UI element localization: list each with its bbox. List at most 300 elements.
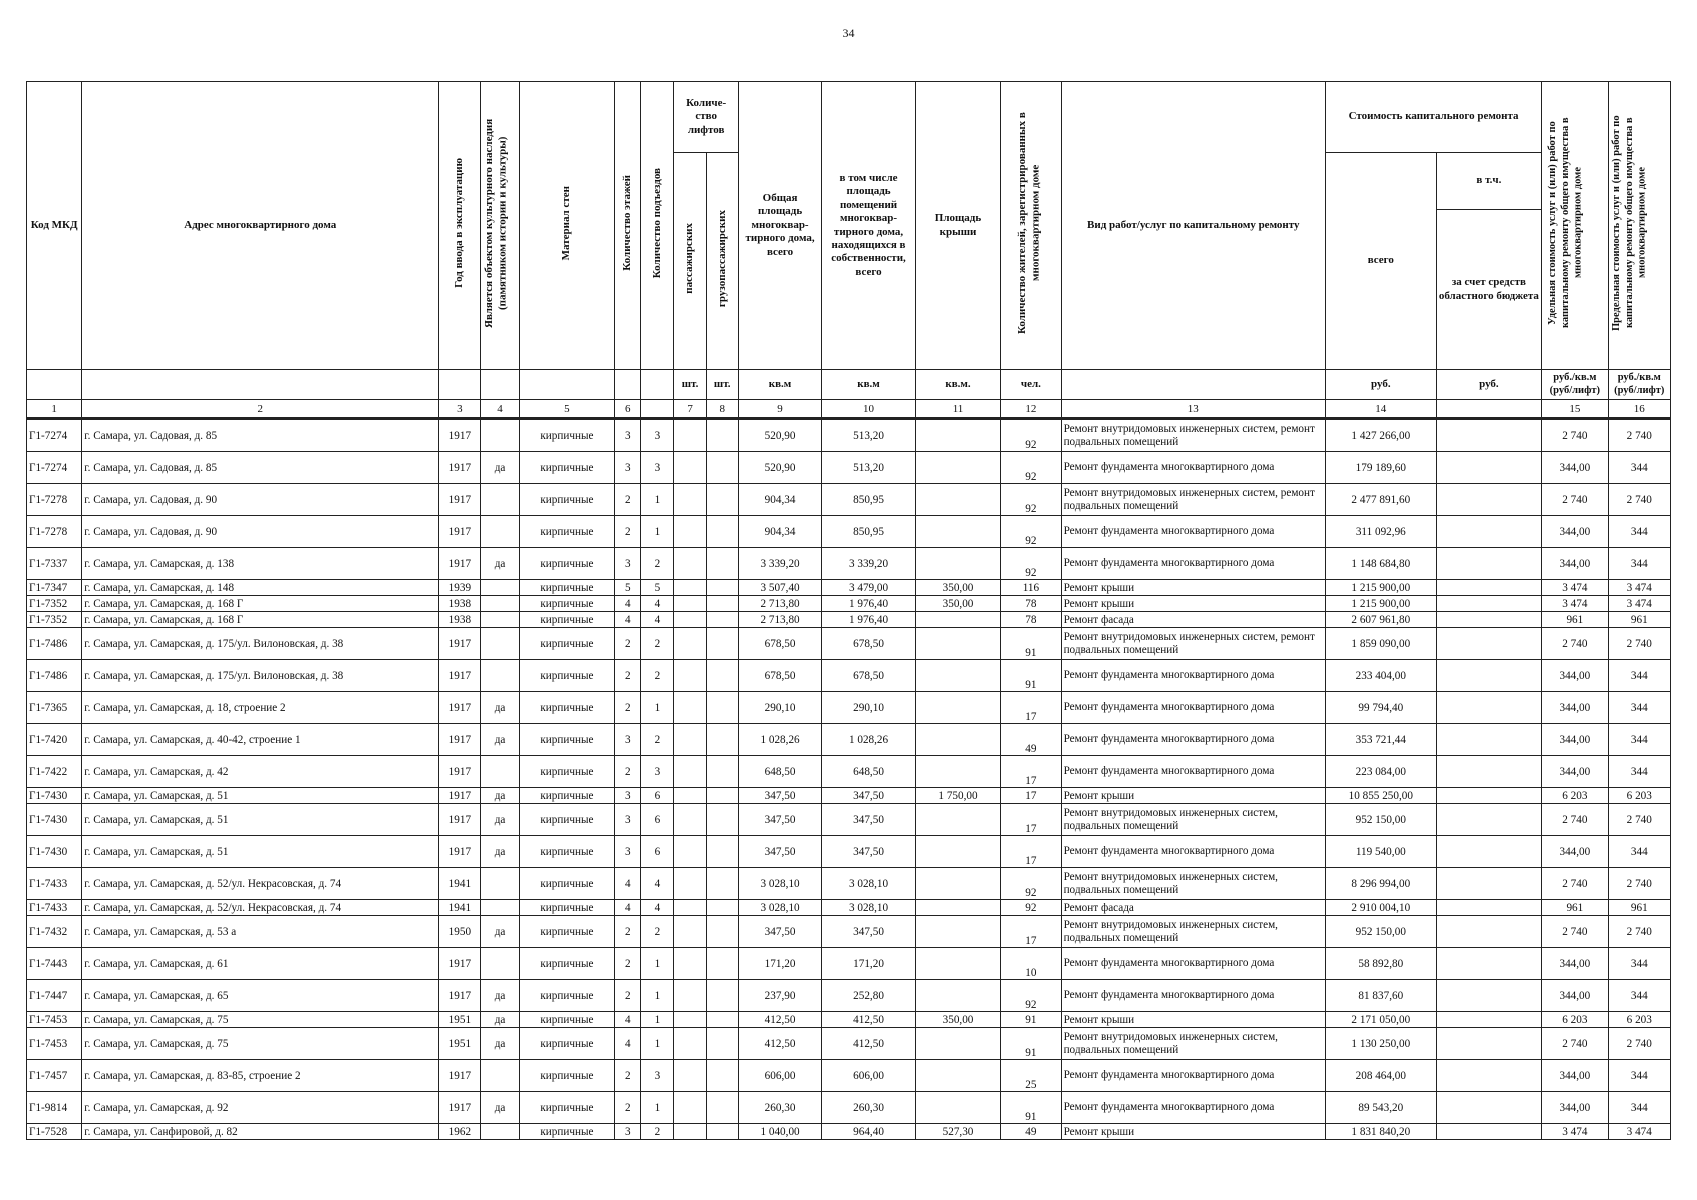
cell-address: г. Самара, ул. Санфировой, д. 82 [82,1124,439,1140]
cell-entrances: 1 [641,1092,674,1124]
cell-owned-area: 1 976,40 [822,596,916,612]
cell-total-area: 237,90 [738,980,821,1012]
cell-floors: 2 [615,1092,641,1124]
cell-roof-area [915,980,1000,1012]
column-number: 11 [915,400,1000,419]
cell-residents: 91 [1001,628,1061,660]
cell-address: г. Самара, ул. Самарская, д. 40-42, строение 1 [82,724,439,756]
cell-owned-area: 290,10 [822,692,916,724]
cell-heritage: да [481,836,519,868]
cell-owned-area: 3 028,10 [822,900,916,916]
cell-unit-cost: 2 740 [1542,419,1608,452]
cell-year: 1938 [439,612,481,628]
cell-heritage [481,484,519,516]
cell-max-cost: 2 740 [1608,1028,1670,1060]
table-row [27,484,1671,516]
cell-unit-cost: 344,00 [1542,980,1608,1012]
cell-total-area: 260,30 [738,1092,821,1124]
cell-unit-cost: 344,00 [1542,948,1608,980]
cell-walls: кирпичные [519,660,615,692]
cell-unit-cost: 344,00 [1542,724,1608,756]
cell-max-cost: 344 [1608,836,1670,868]
cell-work: Ремонт фундамента многоквартирного дома [1061,1060,1325,1092]
cell-heritage [481,948,519,980]
cell-roof-area [915,916,1000,948]
cell-cost: 2 910 004,10 [1326,900,1437,916]
cell-max-cost: 2 740 [1608,628,1670,660]
cell-cost: 1 130 250,00 [1326,1028,1437,1060]
cell-code: Г1-7337 [27,548,82,580]
cell-unit-cost: 2 740 [1542,1028,1608,1060]
cell-roof-area [915,724,1000,756]
cell-entrances: 3 [641,1060,674,1092]
cell-walls: кирпичные [519,948,615,980]
cell-address: г. Самара, ул. Самарская, д. 52/ул. Некрасовская, д. 74 [82,900,439,916]
header-floors: Количество этажей [621,175,634,272]
cell-residents: 91 [1001,1028,1061,1060]
cell-lifts-freight [706,596,738,612]
cell-code: Г1-7430 [27,804,82,836]
unit-rub: руб. [1436,370,1542,400]
cell-regional [1436,900,1542,916]
cell-lifts-freight [706,484,738,516]
cell-total-area: 412,50 [738,1012,821,1028]
cell-entrances: 4 [641,868,674,900]
cell-work: Ремонт крыши [1061,596,1325,612]
cell-address: г. Самара, ул. Самарская, д. 168 Г [82,596,439,612]
cell-regional [1436,868,1542,900]
cell-total-area: 520,90 [738,419,821,452]
cell-entrances: 6 [641,804,674,836]
cell-residents: 91 [1001,660,1061,692]
cell-unit-cost: 3 474 [1542,580,1608,596]
cell-regional [1436,516,1542,548]
cell-owned-area: 347,50 [822,916,916,948]
header-lifts-passenger: пассажирских [683,223,696,295]
cell-walls: кирпичные [519,548,615,580]
cell-lifts-passenger [674,548,706,580]
cell-work: Ремонт фундамента многоквартирного дома [1061,724,1325,756]
cell-residents: 17 [1001,692,1061,724]
cell-lifts-freight [706,804,738,836]
cell-year: 1917 [439,628,481,660]
cell-max-cost: 961 [1608,612,1670,628]
cell-code: Г1-7278 [27,484,82,516]
cell-roof-area [915,692,1000,724]
cell-lifts-freight [706,1012,738,1028]
cell-cost: 1 215 900,00 [1326,580,1437,596]
cell-work: Ремонт внутридомовых инженерных систем, ремонт подвальных помещений [1061,628,1325,660]
cell-cost: 208 464,00 [1326,1060,1437,1092]
cell-unit-cost: 2 740 [1542,484,1608,516]
column-number: 13 [1061,400,1325,419]
cell-work: Ремонт фундамента многоквартирного дома [1061,1092,1325,1124]
cell-unit-cost: 344,00 [1542,660,1608,692]
cell-address: г. Самара, ул. Садовая, д. 90 [82,516,439,548]
cell-owned-area: 850,95 [822,484,916,516]
cell-lifts-passenger [674,612,706,628]
cell-walls: кирпичные [519,1092,615,1124]
cell-lifts-passenger [674,916,706,948]
cell-lifts-freight [706,980,738,1012]
cell-unit-cost: 961 [1542,612,1608,628]
cell-walls: кирпичные [519,1012,615,1028]
cell-floors: 2 [615,980,641,1012]
cell-floors: 5 [615,580,641,596]
cell-residents: 49 [1001,1124,1061,1140]
cell-max-cost: 344 [1608,1060,1670,1092]
cell-floors: 3 [615,419,641,452]
cell-work: Ремонт фундамента многоквартирного дома [1061,660,1325,692]
cell-total-area: 520,90 [738,452,821,484]
table-header [27,82,1671,419]
cell-lifts-passenger [674,452,706,484]
cell-address: г. Самара, ул. Самарская, д. 175/ул. Вилоновская, д. 38 [82,660,439,692]
cell-floors: 2 [615,948,641,980]
cell-work: Ремонт фундамента многоквартирного дома [1061,948,1325,980]
cell-walls: кирпичные [519,1124,615,1140]
cell-walls: кирпичные [519,836,615,868]
cell-walls: кирпичные [519,756,615,788]
cell-cost: 119 540,00 [1326,836,1437,868]
cell-entrances: 6 [641,788,674,804]
cell-owned-area: 964,40 [822,1124,916,1140]
cell-max-cost: 6 203 [1608,788,1670,804]
cell-cost: 311 092,96 [1326,516,1437,548]
cell-walls: кирпичные [519,788,615,804]
cell-year: 1917 [439,948,481,980]
cell-unit-cost: 344,00 [1542,516,1608,548]
cell-residents: 91 [1001,1092,1061,1124]
cell-roof-area: 350,00 [915,1012,1000,1028]
cell-code: Г1-7430 [27,788,82,804]
table-row [27,596,1671,612]
cell-total-area: 347,50 [738,916,821,948]
cell-unit-cost: 3 474 [1542,1124,1608,1140]
cell-work: Ремонт фасада [1061,900,1325,916]
cell-entrances: 2 [641,548,674,580]
cell-cost: 179 189,60 [1326,452,1437,484]
table-row [27,660,1671,692]
cell-lifts-freight [706,628,738,660]
cell-code: Г1-7528 [27,1124,82,1140]
cell-year: 1941 [439,900,481,916]
cell-residents: 92 [1001,419,1061,452]
cell-max-cost: 2 740 [1608,804,1670,836]
cell-work: Ремонт внутридомовых инженерных систем, подвальных помещений [1061,804,1325,836]
cell-heritage: да [481,916,519,948]
column-numbers-row [27,400,1671,419]
cell-code: Г1-7352 [27,612,82,628]
cell-total-area: 171,20 [738,948,821,980]
header-cost-total: всего [1326,153,1437,370]
table-body [27,419,1671,1140]
cell-lifts-passenger [674,900,706,916]
cell-regional [1436,612,1542,628]
cell-roof-area [915,612,1000,628]
cell-owned-area: 252,80 [822,980,916,1012]
cell-regional [1436,756,1542,788]
cell-address: г. Самара, ул. Самарская, д. 51 [82,804,439,836]
cell-walls: кирпичные [519,419,615,452]
cell-year: 1917 [439,1060,481,1092]
cell-owned-area: 850,95 [822,516,916,548]
column-number: 12 [1001,400,1061,419]
cell-year: 1917 [439,804,481,836]
cell-year: 1917 [439,692,481,724]
cell-year: 1917 [439,452,481,484]
cell-work: Ремонт фундамента многоквартирного дома [1061,516,1325,548]
cell-walls: кирпичные [519,452,615,484]
cell-cost: 2 171 050,00 [1326,1012,1437,1028]
cell-unit-cost: 2 740 [1542,804,1608,836]
header-walls: Материал стен [560,186,573,261]
cell-floors: 4 [615,900,641,916]
table-row [27,692,1671,724]
cell-heritage [481,516,519,548]
cell-heritage [481,868,519,900]
cell-year: 1917 [439,484,481,516]
cell-unit-cost: 344,00 [1542,1060,1608,1092]
cell-total-area: 3 507,40 [738,580,821,596]
cell-lifts-passenger [674,788,706,804]
cell-lifts-passenger [674,1012,706,1028]
cell-owned-area: 260,30 [822,1092,916,1124]
cell-lifts-freight [706,948,738,980]
column-number: 15 [1542,400,1608,419]
cell-cost: 10 855 250,00 [1326,788,1437,804]
cell-lifts-freight [706,692,738,724]
cell-residents: 92 [1001,548,1061,580]
cell-regional [1436,836,1542,868]
cell-lifts-passenger [674,580,706,596]
cell-lifts-passenger [674,484,706,516]
cell-roof-area: 350,00 [915,580,1000,596]
cell-residents: 17 [1001,756,1061,788]
cell-max-cost: 344 [1608,980,1670,1012]
cell-lifts-passenger [674,836,706,868]
cell-roof-area: 1 750,00 [915,788,1000,804]
cell-entrances: 4 [641,612,674,628]
table-row [27,452,1671,484]
cell-total-area: 347,50 [738,788,821,804]
cell-residents: 116 [1001,580,1061,596]
cell-heritage: да [481,1092,519,1124]
cell-lifts-passenger [674,628,706,660]
cell-cost: 2 477 891,60 [1326,484,1437,516]
table-row [27,1124,1671,1140]
cell-heritage [481,1124,519,1140]
cell-total-area: 290,10 [738,692,821,724]
cell-regional [1436,596,1542,612]
cell-code: Г1-7433 [27,900,82,916]
cell-year: 1917 [439,836,481,868]
cell-code: Г1-7457 [27,1060,82,1092]
cell-address: г. Самара, ул. Самарская, д. 52/ул. Некрасовская, д. 74 [82,868,439,900]
cell-roof-area [915,1028,1000,1060]
cell-code: Г1-7486 [27,660,82,692]
cell-residents: 10 [1001,948,1061,980]
cell-roof-area [915,660,1000,692]
table-row [27,612,1671,628]
header-total-area: Общая площадь многоквар-тирного дома, всего [738,82,821,370]
table-row [27,1028,1671,1060]
cell-lifts-freight [706,756,738,788]
cell-roof-area [915,804,1000,836]
table-row [27,419,1671,452]
cell-roof-area [915,516,1000,548]
cell-unit-cost: 344,00 [1542,1092,1608,1124]
table-row [27,836,1671,868]
cell-max-cost: 3 474 [1608,1124,1670,1140]
cell-residents: 92 [1001,980,1061,1012]
cell-cost: 1 427 266,00 [1326,419,1437,452]
column-number: 8 [706,400,738,419]
capital-repair-table [26,81,1671,1140]
cell-floors: 3 [615,724,641,756]
cell-address: г. Самара, ул. Самарская, д. 65 [82,980,439,1012]
cell-regional [1436,692,1542,724]
cell-lifts-passenger [674,660,706,692]
cell-unit-cost: 2 740 [1542,916,1608,948]
header-cost-group: Стоимость капитального ремонта [1326,82,1542,153]
cell-lifts-freight [706,419,738,452]
cell-cost: 1 215 900,00 [1326,596,1437,612]
cell-residents: 17 [1001,788,1061,804]
cell-walls: кирпичные [519,516,615,548]
cell-work: Ремонт крыши [1061,788,1325,804]
cell-regional [1436,580,1542,596]
column-number: 9 [738,400,821,419]
cell-total-area: 347,50 [738,804,821,836]
cell-floors: 4 [615,612,641,628]
cell-total-area: 2 713,80 [738,612,821,628]
cell-regional [1436,1028,1542,1060]
cell-entrances: 1 [641,1012,674,1028]
cell-walls: кирпичные [519,1060,615,1092]
cell-cost: 81 837,60 [1326,980,1437,1012]
unit-rub-sqm: руб./кв.м (руб/лифт) [1608,370,1670,400]
cell-code: Г1-7453 [27,1012,82,1028]
cell-lifts-passenger [674,756,706,788]
cell-cost: 58 892,80 [1326,948,1437,980]
cell-owned-area: 1 028,26 [822,724,916,756]
cell-walls: кирпичные [519,692,615,724]
cell-work: Ремонт крыши [1061,1124,1325,1140]
cell-regional [1436,1012,1542,1028]
cell-code: Г1-7432 [27,916,82,948]
cell-address: г. Самара, ул. Самарская, д. 175/ул. Вилоновская, д. 38 [82,628,439,660]
table-row [27,1060,1671,1092]
cell-work: Ремонт фундамента многоквартирного дома [1061,692,1325,724]
cell-heritage: да [481,1028,519,1060]
cell-max-cost: 344 [1608,660,1670,692]
cell-code: Г1-7443 [27,948,82,980]
cell-max-cost: 6 203 [1608,1012,1670,1028]
table-row [27,756,1671,788]
table-row [27,724,1671,756]
cell-regional [1436,452,1542,484]
cell-lifts-freight [706,452,738,484]
cell-regional [1436,660,1542,692]
cell-heritage [481,596,519,612]
cell-walls: кирпичные [519,1028,615,1060]
cell-roof-area [915,868,1000,900]
cell-roof-area: 527,30 [915,1124,1000,1140]
cell-year: 1917 [439,980,481,1012]
cell-lifts-passenger [674,692,706,724]
cell-address: г. Самара, ул. Самарская, д. 83-85, строение 2 [82,1060,439,1092]
unit-sqm: кв.м [822,370,916,400]
cell-work: Ремонт внутридомовых инженерных систем, подвальных помещений [1061,868,1325,900]
cell-walls: кирпичные [519,916,615,948]
cell-address: г. Самара, ул. Самарская, д. 42 [82,756,439,788]
cell-entrances: 4 [641,596,674,612]
cell-entrances: 5 [641,580,674,596]
unit-sqm: кв.м. [915,370,1000,400]
cell-code: Г1-7352 [27,596,82,612]
cell-address: г. Самара, ул. Садовая, д. 85 [82,452,439,484]
cell-lifts-freight [706,580,738,596]
column-number: 14 [1326,400,1437,419]
header-incl: в т.ч. [1436,153,1542,210]
cell-owned-area: 513,20 [822,419,916,452]
cell-entrances: 1 [641,948,674,980]
cell-roof-area [915,548,1000,580]
unit-people: чел. [1001,370,1061,400]
cell-work: Ремонт фундамента многоквартирного дома [1061,980,1325,1012]
cell-total-area: 678,50 [738,660,821,692]
cell-work: Ремонт крыши [1061,580,1325,596]
cell-year: 1939 [439,580,481,596]
cell-walls: кирпичные [519,980,615,1012]
cell-lifts-freight [706,1060,738,1092]
cell-walls: кирпичные [519,804,615,836]
cell-cost: 99 794,40 [1326,692,1437,724]
column-number: 5 [519,400,615,419]
cell-code: Г1-7447 [27,980,82,1012]
cell-total-area: 3 028,10 [738,868,821,900]
table-row [27,948,1671,980]
column-number [641,400,674,419]
cell-unit-cost: 344,00 [1542,452,1608,484]
unit-pcs: шт. [674,370,706,400]
cell-regional [1436,484,1542,516]
header-lifts: Количе-ство лифтов [674,82,738,153]
cell-address: г. Самара, ул. Самарская, д. 61 [82,948,439,980]
cell-work: Ремонт внутридомовых инженерных систем, ремонт подвальных помещений [1061,484,1325,516]
cell-regional [1436,419,1542,452]
cell-owned-area: 347,50 [822,788,916,804]
cell-unit-cost: 344,00 [1542,756,1608,788]
cell-floors: 2 [615,756,641,788]
cell-entrances: 3 [641,756,674,788]
cell-work: Ремонт внутридомовых инженерных систем, подвальных помещений [1061,1028,1325,1060]
cell-year: 1938 [439,596,481,612]
cell-lifts-passenger [674,724,706,756]
cell-regional [1436,1124,1542,1140]
table-row [27,916,1671,948]
cell-heritage: да [481,724,519,756]
cell-roof-area: 350,00 [915,596,1000,612]
cell-year: 1917 [439,756,481,788]
cell-residents: 92 [1001,868,1061,900]
cell-cost: 223 084,00 [1326,756,1437,788]
cell-floors: 3 [615,836,641,868]
cell-lifts-passenger [674,804,706,836]
cell-roof-area [915,1060,1000,1092]
cell-unit-cost: 344,00 [1542,836,1608,868]
